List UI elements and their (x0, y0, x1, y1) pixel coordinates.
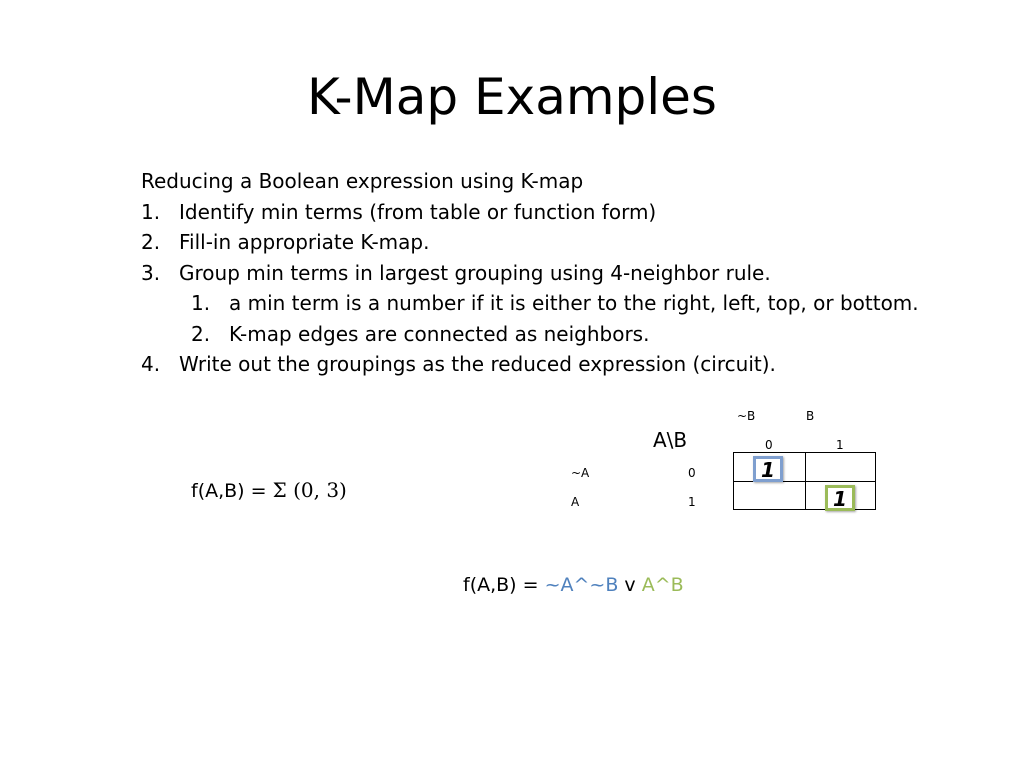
substep-number: 2. (191, 321, 211, 346)
kmap-row-value: 1 (688, 495, 696, 509)
step-number: 1. (141, 199, 161, 224)
function-prefix: f(A,B) = (191, 480, 273, 502)
reduced-expression (463, 574, 684, 596)
substep-text: a min term is a number if it is either to the right, left, top, or bottom. (229, 291, 919, 315)
substep-item (141, 288, 919, 319)
result-operator: v (618, 574, 642, 596)
kmap-corner-label: A\B (653, 428, 688, 452)
step-item (141, 197, 657, 228)
kmap-row-var-label: A (571, 495, 580, 509)
step-text: Group min terms in largest grouping using 4-neighbor rule. (179, 260, 771, 285)
step-number: 4. (141, 352, 161, 376)
step-number: 2. (141, 230, 161, 254)
substep-number: 1. (191, 291, 211, 315)
result-term-1: ~A^~B (544, 574, 619, 596)
kmap-cell-mark-a0b0: 1 (753, 456, 783, 482)
body-text (141, 166, 919, 380)
step-text: Fill-in appropriate K-map. (179, 230, 430, 254)
kmap-row-value: 0 (688, 466, 696, 480)
substep-item (141, 319, 650, 350)
kmap-cell-mark-a1b1: 1 (825, 485, 855, 511)
function-definition (191, 478, 347, 502)
substep-text: K-map edges are connected as neighbors. (229, 321, 650, 346)
intro-text: Reducing a Boolean expression using K-map (141, 169, 584, 193)
kmap-col-value: 1 (836, 438, 844, 452)
step-item (141, 258, 771, 289)
kmap-row-var-label: ~A (571, 466, 590, 480)
sigma-expression: Σ (0, 3) (272, 478, 347, 502)
kmap-col-var-label: ~B (737, 409, 756, 423)
slide-title: K-Map Examples (307, 68, 717, 126)
step-item (141, 227, 583, 258)
kmap-col-var-label: B (806, 409, 815, 423)
intro-line (141, 166, 583, 197)
step-text: Identify min terms (from table or function form) (179, 199, 657, 224)
result-prefix: f(A,B) = (463, 574, 545, 596)
step-item (141, 349, 776, 380)
kmap-col-value: 0 (765, 438, 773, 452)
result-term-2: A^B (641, 574, 684, 596)
step-number: 3. (141, 260, 161, 285)
step-text: Write out the groupings as the reduced expression (circuit). (179, 352, 776, 376)
